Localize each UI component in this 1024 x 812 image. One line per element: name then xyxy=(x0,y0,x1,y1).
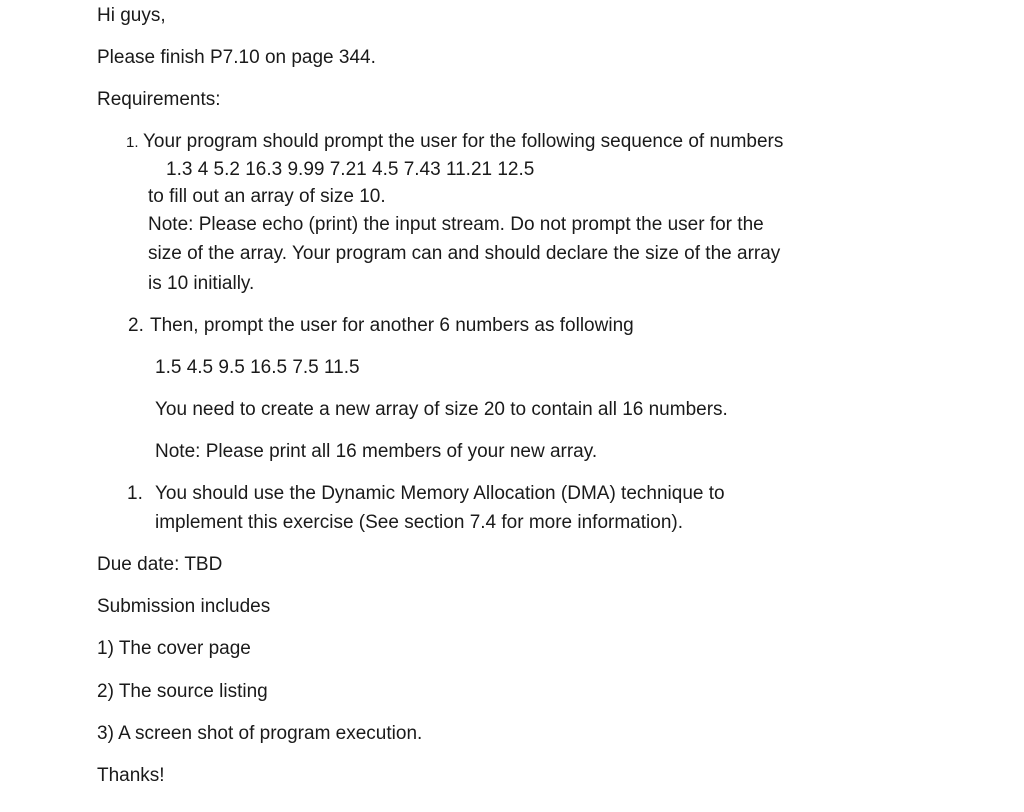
submission-heading: Submission includes xyxy=(97,596,271,617)
requirement-text: Your program should prompt the user for the following sequence of numbers xyxy=(143,131,784,152)
list-number: 2. xyxy=(128,315,144,336)
requirement-text: implement this exercise (See section 7.4 for more information). xyxy=(155,512,683,533)
greeting: Hi guys, xyxy=(97,5,166,26)
note-line: Note: Please print all 16 members of your new array. xyxy=(155,441,598,462)
requirement-text: Then, prompt the user for another 6 numbers as following xyxy=(150,315,634,336)
submission-item: 1) The cover page xyxy=(97,638,251,659)
note-line: size of the array. Your program can and should declare the size of the array xyxy=(148,243,781,264)
instruction: Please finish P7.10 on page 344. xyxy=(97,47,376,68)
list-number: 1. xyxy=(126,134,139,151)
closing: Thanks! xyxy=(97,765,165,786)
submission-item: 3) A screen shot of program execution. xyxy=(97,723,423,744)
due-date: Due date: TBD xyxy=(97,554,223,575)
requirements-heading: Requirements: xyxy=(97,89,221,110)
note-line: Note: Please echo (print) the input stream. Do not prompt the user for the xyxy=(148,214,764,235)
number-sequence: 1.5 4.5 9.5 16.5 7.5 11.5 xyxy=(155,357,360,378)
requirement-text: You should use the Dynamic Memory Allocation (DMA) technique to xyxy=(155,483,725,504)
fill-line: to fill out an array of size 10. xyxy=(148,186,386,207)
submission-item: 2) The source listing xyxy=(97,681,268,702)
list-number: 1. xyxy=(127,483,143,504)
number-sequence: 1.3 4 5.2 16.3 9.99 7.21 4.5 7.43 11.21 12.5 xyxy=(166,159,535,180)
note-line: is 10 initially. xyxy=(148,273,255,294)
create-line: You need to create a new array of size 20 to contain all 16 numbers. xyxy=(155,399,728,420)
